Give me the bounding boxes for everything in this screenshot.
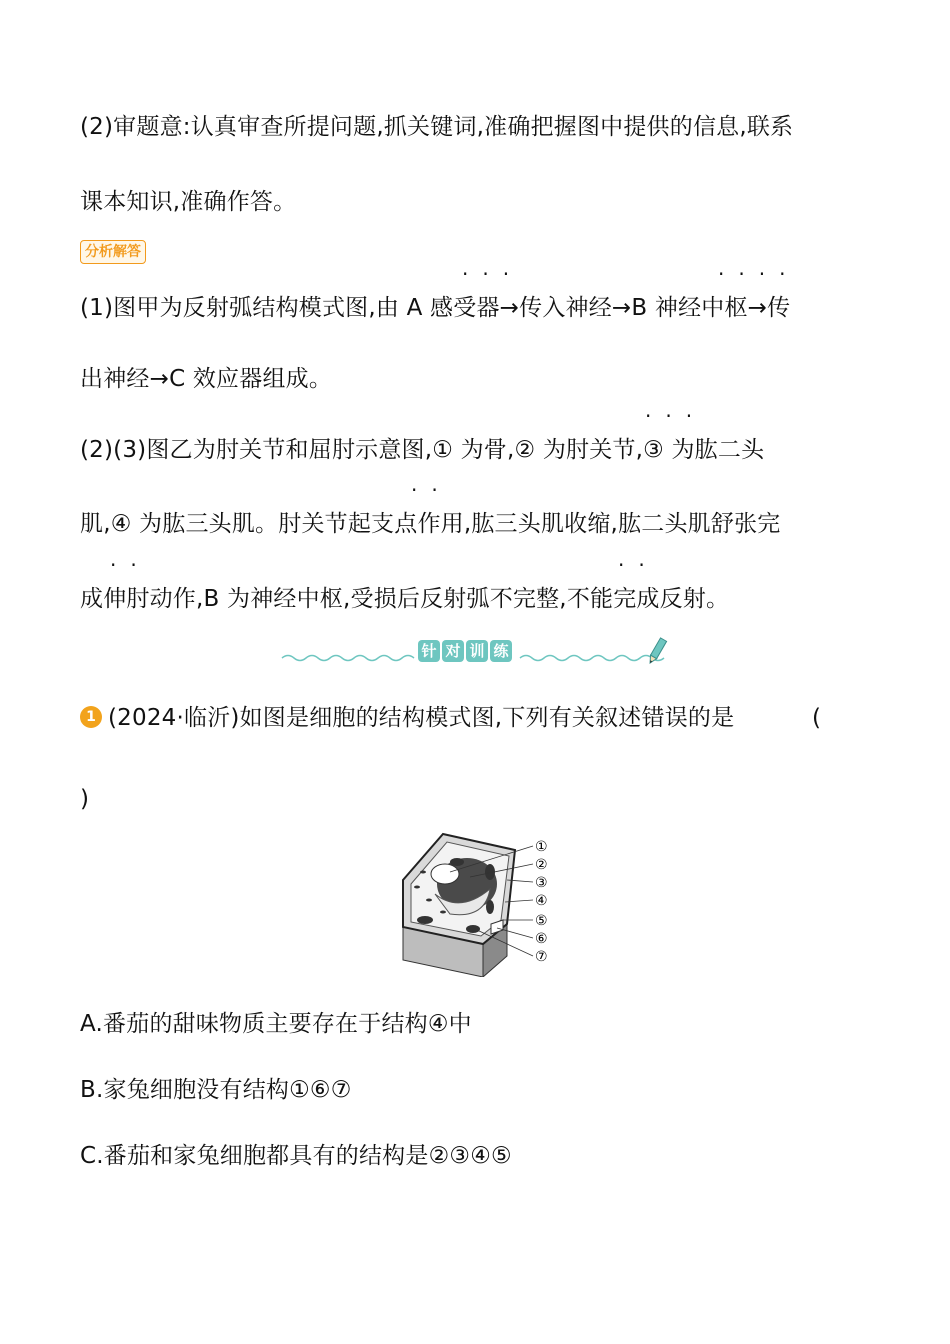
option-b[interactable]: B.家兔细胞没有结构①⑥⑦ [80, 1077, 352, 1103]
banner-char: 对 [442, 640, 464, 662]
label-4: ④ [535, 893, 548, 909]
emphasis-dots: ·· [618, 553, 659, 577]
analysis-badge: 分析解答 [80, 240, 146, 264]
emphasis-dots: ·· [110, 553, 151, 577]
option-a[interactable]: A.番茄的甜味物质主要存在于结构④中 [80, 1011, 472, 1037]
emphasis-dots: ·· [411, 478, 452, 502]
emphasis-dots: ··· [645, 404, 707, 428]
label-3: ③ [535, 875, 548, 891]
label-1: ① [535, 839, 548, 855]
analysis-line-5: 成伸肘动作,B 为神经中枢,受损后反射弧不完整,不能完成反射。 [80, 586, 730, 612]
analysis-line-4: 肌,④ 为肱三头肌。肘关节起支点作用,肱三头肌收缩,肱二头肌舒张完 [80, 511, 781, 537]
analysis-line-3: (2)(3)图乙为肘关节和屈肘示意图,① 为骨,② 为肘关节,③ 为肱二头 [80, 437, 765, 463]
banner-char: 针 [418, 640, 440, 662]
answer-paren-close: ) [80, 786, 90, 812]
cell-diagram [395, 832, 565, 977]
answer-paren-open: ( [812, 705, 822, 731]
review-line-1: (2)审题意:认真审查所提问题,抓关键词,准确把握图中提供的信息,联系 [80, 114, 794, 140]
practice-banner [280, 636, 670, 672]
analysis-line-1: (1)图甲为反射弧结构模式图,由 A 感受器→传入神经→B 神经中枢→传 [80, 295, 791, 321]
question-number: 1 [80, 706, 102, 728]
banner-title [418, 640, 512, 664]
option-c[interactable]: C.番茄和家兔细胞都具有的结构是②③④⑤ [80, 1143, 512, 1169]
pencil-icon [646, 636, 668, 668]
banner-char: 练 [490, 640, 512, 662]
banner-char: 训 [466, 640, 488, 662]
emphasis-dots: ··· [462, 262, 524, 286]
analysis-line-2: 出神经→C 效应器组成。 [80, 366, 333, 392]
label-5: ⑤ [535, 913, 548, 929]
emphasis-dots: ···· [718, 262, 800, 286]
label-2: ② [535, 857, 548, 873]
review-line-2: 课本知识,准确作答。 [80, 189, 297, 215]
label-7: ⑦ [535, 949, 548, 965]
question-stem: (2024·临沂)如图是细胞的结构模式图,下列有关叙述错误的是 [108, 705, 735, 731]
label-6: ⑥ [535, 931, 548, 947]
